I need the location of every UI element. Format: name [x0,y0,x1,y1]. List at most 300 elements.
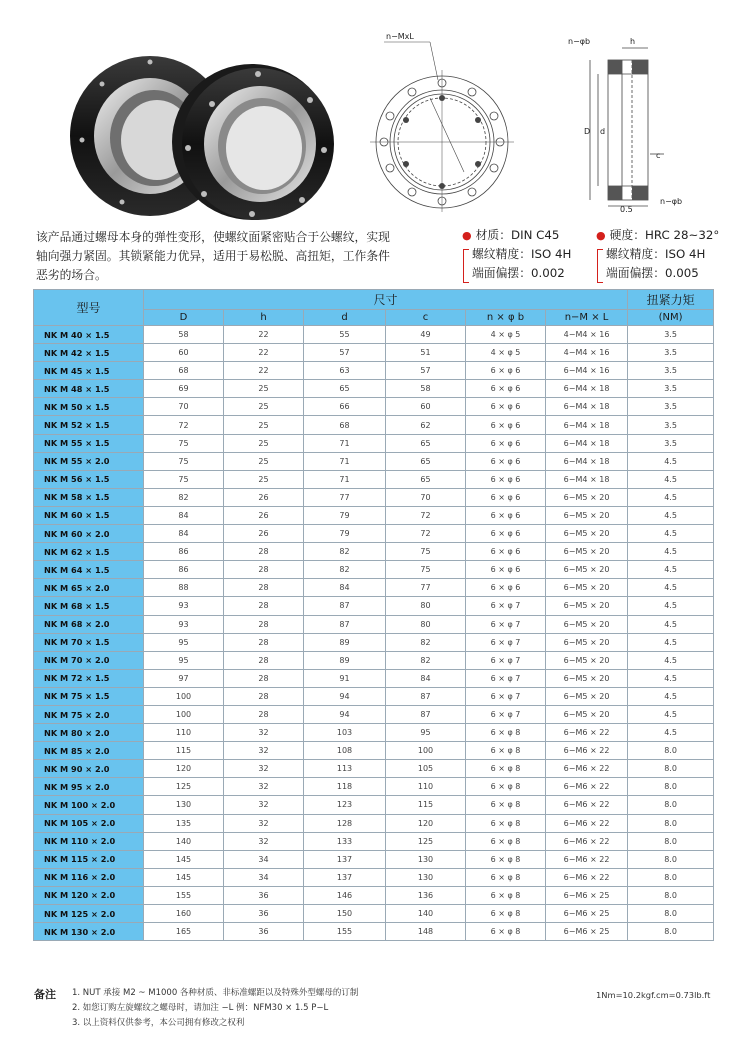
table-cell: 6 × φ 6 [466,488,546,506]
table-cell: 8.0 [628,886,714,904]
table-cell: 3.5 [628,416,714,434]
table-row [34,525,714,543]
table-cell: 6−M5 × 20 [546,597,628,615]
table-row [34,579,714,597]
model-cell: NK M 50 × 1.5 [34,398,144,416]
table-cell: 28 [224,669,304,687]
model-cell: NK M 116 × 2.0 [34,868,144,886]
table-cell: 26 [224,525,304,543]
table-cell: 93 [144,615,224,633]
table-cell: 22 [224,344,304,362]
table-cell: 84 [144,525,224,543]
table-cell: 6 × φ 6 [466,398,546,416]
table-cell: 6 × φ 8 [466,905,546,923]
table-cell: 32 [224,760,304,778]
note-line: 1. NUT 承接 M2 ~ M1000 各种材质、非标准螺距以及特殊外型螺母的订制 [72,988,359,998]
table-cell: 4.5 [628,579,714,597]
table-cell: 6−M4 × 18 [546,452,628,470]
table-cell: 6−M5 × 20 [546,615,628,633]
table-cell: 26 [224,488,304,506]
table-body [34,326,714,941]
table-cell: 155 [304,923,386,941]
table-cell: 6−M5 × 20 [546,669,628,687]
table-cell: 6−M5 × 20 [546,543,628,561]
bullet-icon: ● [462,229,472,242]
table-cell: 110 [144,724,224,742]
table-cell: 3.5 [628,362,714,380]
table-cell: 94 [304,687,386,705]
table-cell: 95 [144,651,224,669]
table-cell: 4−M4 × 16 [546,326,628,344]
product-description [36,228,416,285]
table-cell: 60 [144,344,224,362]
table-cell: 25 [224,470,304,488]
model-cell: NK M 52 × 1.5 [34,416,144,434]
table-cell: 57 [386,362,466,380]
description-line: 恶劣的场合。 [36,268,107,282]
table-cell: 8.0 [628,778,714,796]
table-cell: 6−M6 × 22 [546,778,628,796]
spec-runout: 端面偏摆：0.002 [472,266,565,280]
table-cell: 94 [304,705,386,723]
model-cell: NK M 62 × 1.5 [34,543,144,561]
model-cell: NK M 120 × 2.0 [34,886,144,904]
table-row [34,814,714,832]
table-cell: 32 [224,832,304,850]
table-cell: 6−M5 × 20 [546,525,628,543]
table-cell: 145 [144,868,224,886]
table-cell: 79 [304,525,386,543]
table-row [34,850,714,868]
table-cell: 123 [304,796,386,814]
table-cell: 8.0 [628,742,714,760]
table-cell: 75 [386,543,466,561]
spec-material: 材质：DIN C45 [475,228,560,242]
table-cell: 97 [144,669,224,687]
table-cell: 4.5 [628,724,714,742]
model-cell: NK M 58 × 1.5 [34,488,144,506]
table-cell: 108 [304,742,386,760]
table-cell: 89 [304,633,386,651]
table-cell: 8.0 [628,905,714,923]
table-row [34,380,714,398]
table-row [34,832,714,850]
table-cell: 3.5 [628,398,714,416]
table-cell: 140 [144,832,224,850]
header-dimensions: 尺寸 [144,290,628,310]
table-row [34,470,714,488]
table-cell: 32 [224,814,304,832]
table-cell: 6 × φ 7 [466,669,546,687]
table-cell: 4.5 [628,525,714,543]
table-cell: 6 × φ 6 [466,543,546,561]
section-label-d: d [600,127,606,136]
table-cell: 115 [386,796,466,814]
table-cell: 6−M6 × 25 [546,923,628,941]
table-cell: 6−M4 × 18 [546,398,628,416]
table-cell: 4.5 [628,488,714,506]
table-cell: 137 [304,850,386,868]
table-row [34,705,714,723]
table-row [34,796,714,814]
table-cell: 100 [144,705,224,723]
table-row [34,326,714,344]
table-row [34,760,714,778]
table-cell: 34 [224,850,304,868]
table-cell: 6 × φ 8 [466,760,546,778]
table-cell: 8.0 [628,923,714,941]
table-cell: 130 [386,868,466,886]
table-cell: 6−M5 × 20 [546,561,628,579]
table-cell: 6 × φ 8 [466,742,546,760]
table-row [34,868,714,886]
table-cell: 28 [224,579,304,597]
table-row [34,344,714,362]
spec-hardness: 硬度：HRC 28~32° [609,228,720,242]
table-cell: 87 [304,597,386,615]
table-cell: 6 × φ 8 [466,832,546,850]
column-header: c [386,310,466,326]
table-cell: 68 [304,416,386,434]
column-header: D [144,310,224,326]
table-cell: 103 [304,724,386,742]
table-row [34,724,714,742]
table-cell: 82 [144,488,224,506]
front-view-label: n−MxL [386,32,414,41]
table-cell: 6 × φ 6 [466,452,546,470]
table-cell: 77 [386,579,466,597]
table-cell: 72 [386,506,466,524]
section-label-c: c [656,151,661,160]
table-cell: 28 [224,651,304,669]
table-cell: 22 [224,326,304,344]
table-cell: 6 × φ 8 [466,886,546,904]
table-cell: 3.5 [628,434,714,452]
table-cell: 6 × φ 7 [466,651,546,669]
section-label-bottom: n−φb [660,197,683,206]
table-row [34,543,714,561]
table-cell: 6−M4 × 16 [546,362,628,380]
table-cell: 6−M6 × 22 [546,724,628,742]
table-cell: 146 [304,886,386,904]
table-cell: 6−M6 × 25 [546,905,628,923]
table-cell: 6 × φ 8 [466,850,546,868]
table-cell: 4.5 [628,543,714,561]
table-cell: 6−M5 × 20 [546,705,628,723]
table-cell: 72 [386,525,466,543]
model-cell: NK M 75 × 2.0 [34,705,144,723]
table-cell: 75 [144,452,224,470]
table-cell: 105 [386,760,466,778]
table-cell: 4.5 [628,561,714,579]
table-cell: 3.5 [628,344,714,362]
model-cell: NK M 60 × 2.0 [34,525,144,543]
table-cell: 25 [224,380,304,398]
table-row [34,561,714,579]
section-label-D: D [584,127,591,136]
table-cell: 75 [386,561,466,579]
note-line: 2. 如您订购左旋螺纹之螺母时，请加注 −L 例：NFM30 × 1.5 P−L [72,1003,329,1013]
table-cell: 6 × φ 8 [466,814,546,832]
table-cell: 120 [144,760,224,778]
notes-label: 备注 [34,988,56,1001]
model-cell: NK M 70 × 2.0 [34,651,144,669]
table-cell: 4−M4 × 16 [546,344,628,362]
table-cell: 58 [144,326,224,344]
section-label-05: 0.5 [620,205,633,214]
table-cell: 28 [224,615,304,633]
table-cell: 87 [386,705,466,723]
model-cell: NK M 68 × 2.0 [34,615,144,633]
table-cell: 6−M6 × 22 [546,814,628,832]
table-cell: 110 [386,778,466,796]
table-cell: 6 × φ 6 [466,416,546,434]
table-cell: 72 [144,416,224,434]
table-cell: 68 [144,362,224,380]
table-cell: 120 [386,814,466,832]
table-cell: 6 × φ 7 [466,687,546,705]
table-cell: 26 [224,506,304,524]
table-cell: 34 [224,868,304,886]
table-cell: 80 [386,597,466,615]
table-cell: 6−M5 × 20 [546,651,628,669]
section-view-drawing [560,34,710,214]
model-cell: NK M 64 × 1.5 [34,561,144,579]
table-cell: 6−M6 × 22 [546,832,628,850]
table-cell: 8.0 [628,832,714,850]
table-cell: 4.5 [628,506,714,524]
table-row [34,362,714,380]
table-cell: 66 [304,398,386,416]
header-model: 型号 [34,290,144,326]
model-cell: NK M 95 × 2.0 [34,778,144,796]
model-cell: NK M 110 × 2.0 [34,832,144,850]
table-cell: 28 [224,561,304,579]
table-cell: 84 [386,669,466,687]
table-cell: 86 [144,543,224,561]
table-cell: 8.0 [628,868,714,886]
model-cell: NK M 85 × 2.0 [34,742,144,760]
table-cell: 6 × φ 6 [466,579,546,597]
table-cell: 6 × φ 8 [466,923,546,941]
table-cell: 4.5 [628,597,714,615]
model-cell: NK M 55 × 2.0 [34,452,144,470]
table-cell: 82 [386,633,466,651]
model-cell: NK M 45 × 1.5 [34,362,144,380]
table-cell: 165 [144,923,224,941]
column-header: d [304,310,386,326]
table-cell: 32 [224,742,304,760]
table-cell: 69 [144,380,224,398]
table-cell: 28 [224,687,304,705]
table-row [34,434,714,452]
table-cell: 3.5 [628,380,714,398]
table-cell: 4.5 [628,669,714,687]
table-cell: 65 [386,452,466,470]
table-cell: 25 [224,416,304,434]
model-cell: NK M 70 × 1.5 [34,633,144,651]
table-cell: 36 [224,905,304,923]
table-cell: 75 [144,434,224,452]
table-cell: 4.5 [628,687,714,705]
bullet-icon: ● [596,229,606,242]
table-cell: 32 [224,724,304,742]
table-row [34,398,714,416]
table-cell: 91 [304,669,386,687]
table-cell: 77 [304,488,386,506]
table-cell: 6−M6 × 22 [546,760,628,778]
table-row [34,905,714,923]
table-cell: 6−M6 × 25 [546,886,628,904]
model-cell: NK M 56 × 1.5 [34,470,144,488]
table-cell: 6−M5 × 20 [546,506,628,524]
table-cell: 130 [386,850,466,868]
table-row [34,923,714,941]
table-row [34,597,714,615]
table-cell: 6 × φ 7 [466,615,546,633]
table-cell: 100 [386,742,466,760]
table-cell: 4.5 [628,452,714,470]
table-cell: 4 × φ 5 [466,326,546,344]
model-cell: NK M 68 × 1.5 [34,597,144,615]
table-cell: 8.0 [628,814,714,832]
model-cell: NK M 55 × 1.5 [34,434,144,452]
table-row [34,651,714,669]
table-cell: 87 [386,687,466,705]
specs-right [596,226,719,283]
table-cell: 75 [144,470,224,488]
table-cell: 6 × φ 8 [466,796,546,814]
table-cell: 71 [304,470,386,488]
model-cell: NK M 105 × 2.0 [34,814,144,832]
table-cell: 155 [144,886,224,904]
table-cell: 70 [144,398,224,416]
table-cell: 4 × φ 5 [466,344,546,362]
table-cell: 6−M6 × 22 [546,796,628,814]
table-cell: 65 [386,434,466,452]
table-cell: 148 [386,923,466,941]
model-cell: NK M 60 × 1.5 [34,506,144,524]
table-row [34,615,714,633]
table-cell: 4.5 [628,705,714,723]
table-cell: 28 [224,543,304,561]
table-cell: 28 [224,597,304,615]
table-cell: 6 × φ 6 [466,380,546,398]
table-cell: 115 [144,742,224,760]
table-cell: 62 [386,416,466,434]
table-cell: 88 [144,579,224,597]
table-cell: 145 [144,850,224,868]
table-cell: 6−M4 × 18 [546,470,628,488]
model-cell: NK M 115 × 2.0 [34,850,144,868]
table-cell: 80 [386,615,466,633]
table-cell: 6−M5 × 20 [546,579,628,597]
table-cell: 125 [386,832,466,850]
table-cell: 89 [304,651,386,669]
table-cell: 137 [304,868,386,886]
column-header: h [224,310,304,326]
table-row [34,886,714,904]
table-row [34,669,714,687]
table-cell: 6 × φ 7 [466,597,546,615]
table-cell: 3.5 [628,326,714,344]
model-cell: NK M 72 × 1.5 [34,669,144,687]
table-row [34,452,714,470]
column-header: n−M × L [546,310,628,326]
table-cell: 95 [144,633,224,651]
table-cell: 100 [144,687,224,705]
table-cell: 6−M4 × 18 [546,380,628,398]
model-cell: NK M 80 × 2.0 [34,724,144,742]
table-cell: 36 [224,923,304,941]
table-cell: 79 [304,506,386,524]
table-cell: 82 [304,543,386,561]
model-cell: NK M 90 × 2.0 [34,760,144,778]
specs-left [462,226,571,283]
model-cell: NK M 42 × 1.5 [34,344,144,362]
section-label-h: h [630,37,636,46]
spec-runout: 端面偏摆：0.005 [606,266,699,280]
table-cell: 6 × φ 7 [466,705,546,723]
table-cell: 4.5 [628,651,714,669]
table-cell: 125 [144,778,224,796]
table-row [34,778,714,796]
table-cell: 6−M6 × 22 [546,850,628,868]
table-cell: 113 [304,760,386,778]
table-cell: 6 × φ 6 [466,525,546,543]
table-cell: 6 × φ 8 [466,868,546,886]
table-cell: 63 [304,362,386,380]
table-cell: 82 [304,561,386,579]
table-cell: 84 [304,579,386,597]
table-row [34,416,714,434]
table-cell: 118 [304,778,386,796]
table-cell: 32 [224,796,304,814]
table-cell: 71 [304,434,386,452]
table-cell: 6 × φ 8 [466,778,546,796]
notes [72,986,358,1031]
table-cell: 57 [304,344,386,362]
table-cell: 6 × φ 6 [466,470,546,488]
table-cell: 160 [144,905,224,923]
table-cell: 60 [386,398,466,416]
section-label-top: n−φb [568,37,591,46]
table-cell: 6−M5 × 20 [546,687,628,705]
unit-conversion: 1Nm=10.2kgf.cm=0.73lb.ft [596,990,711,1000]
table-cell: 32 [224,778,304,796]
table-cell: 130 [144,796,224,814]
model-cell: NK M 100 × 2.0 [34,796,144,814]
header-torque-unit: (NM) [628,310,714,326]
description-line: 轴向强力紧固。其锁紧能力优异，适用于易松脱、高扭矩，工作条件 [36,249,390,263]
model-cell: NK M 65 × 2.0 [34,579,144,597]
table-cell: 84 [144,506,224,524]
table-cell: 28 [224,705,304,723]
table-cell: 6 × φ 6 [466,561,546,579]
table-cell: 86 [144,561,224,579]
table-cell: 22 [224,362,304,380]
table-cell: 4.5 [628,633,714,651]
front-view-drawing [360,30,520,215]
model-cell: NK M 130 × 2.0 [34,923,144,941]
table-cell: 135 [144,814,224,832]
table-cell: 25 [224,398,304,416]
table-cell: 136 [386,886,466,904]
table-cell: 8.0 [628,850,714,868]
table-cell: 6−M4 × 18 [546,416,628,434]
table-cell: 55 [304,326,386,344]
table-cell: 128 [304,814,386,832]
